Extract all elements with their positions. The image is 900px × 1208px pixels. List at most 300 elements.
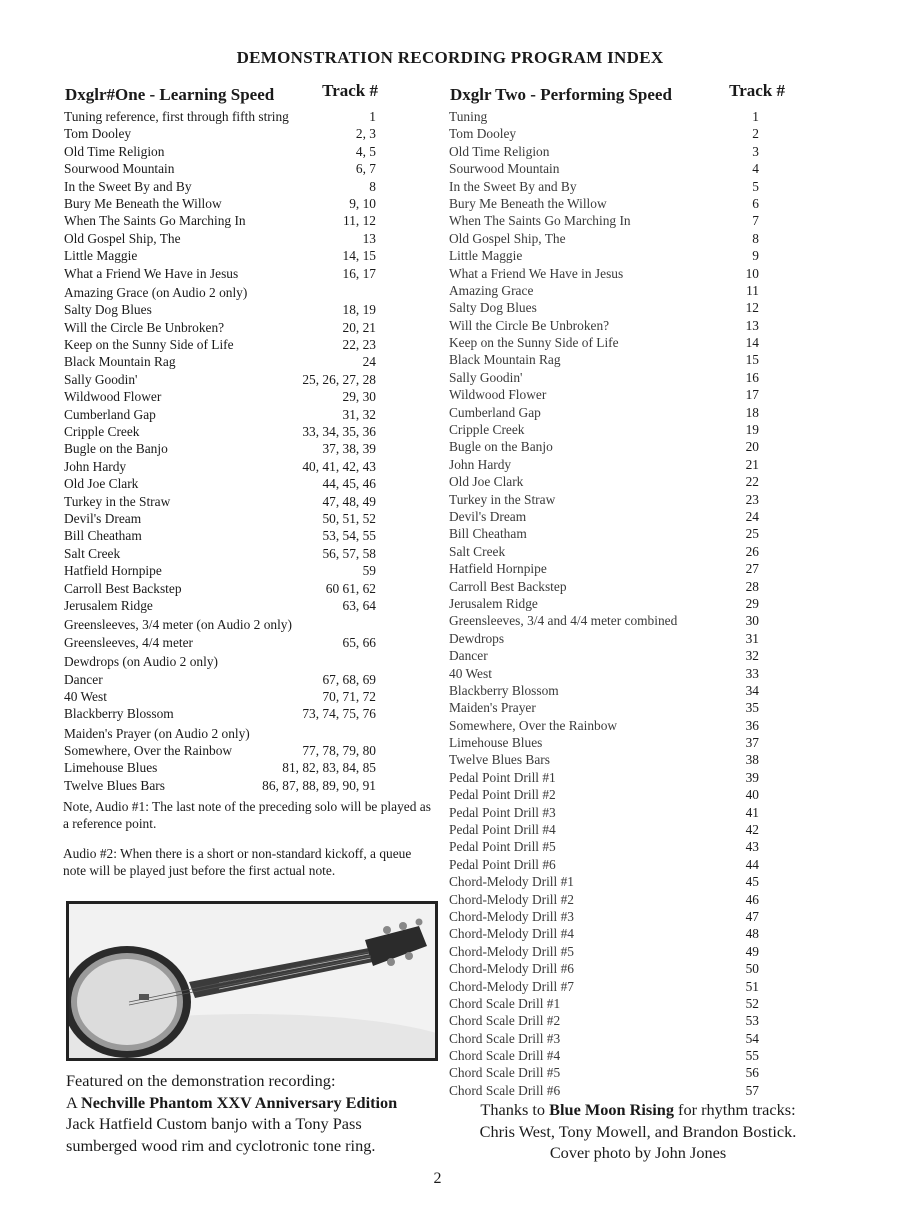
performing-track-row [447, 682, 769, 699]
performing-track-row [447, 630, 769, 647]
performing-track-title: Cumberland Gap [449, 404, 541, 420]
learning-track-numbers: 33, 34, 35, 36 [302, 424, 376, 440]
performing-track-row [447, 195, 769, 212]
learning-track-numbers: 44, 45, 46 [322, 476, 376, 492]
performing-track-title: Salt Creek [449, 543, 506, 559]
performing-track-row [447, 856, 769, 873]
performing-track-numbers: 57 [745, 1082, 759, 1098]
performing-track-heading: Track # [729, 81, 785, 100]
learning-track-title: Somewhere, Over the Rainbow [64, 743, 233, 759]
performing-track-numbers: 32 [745, 648, 759, 664]
performing-track-row [447, 317, 769, 334]
learning-track-numbers: 6, 7 [355, 161, 376, 177]
performing-track-numbers: 45 [745, 874, 759, 890]
performing-track-numbers: 43 [745, 839, 759, 855]
performing-track-row [447, 386, 769, 403]
performing-track-row [447, 665, 769, 682]
learning-track-title: Sally Goodin' [64, 371, 138, 387]
learning-speed-heading: Dxglr#One - Learning Speed [65, 85, 275, 104]
learning-track-numbers: 8 [369, 178, 376, 194]
performing-track-title: Hatfield Hornpipe [449, 561, 547, 577]
audio2-note: Audio #2: When there is a short or non-standard kickoff, a queue note will be played just before the first actual note. [63, 846, 412, 878]
performing-track-numbers: 33 [745, 665, 759, 681]
learning-track-numbers: 67, 68, 69 [322, 671, 376, 687]
learning-speed-header [62, 82, 380, 108]
performing-track-title: Pedal Point Drill #1 [449, 769, 556, 785]
caption-line-3: Jack Hatfield Custom banjo with a Tony Pass [66, 1114, 362, 1133]
learning-track-numbers: 77, 78, 79, 80 [302, 743, 376, 759]
learning-track-title: Wildwood Flower [64, 389, 162, 405]
learning-track-row [62, 265, 380, 282]
performing-track-title: Old Time Religion [449, 143, 550, 159]
performing-track-numbers: 40 [745, 787, 759, 803]
performing-track-row [447, 525, 769, 542]
banjo-illustration [69, 904, 435, 1058]
performing-track-list [447, 108, 769, 1099]
performing-track-row [447, 1012, 769, 1029]
learning-track-row [62, 212, 380, 229]
learning-track-row [62, 653, 380, 670]
learning-track-title: Old Gospel Ship, The [64, 230, 181, 246]
performing-track-numbers: 2 [752, 126, 759, 142]
performing-track-title: Will the Circle Be Unbroken? [449, 317, 610, 333]
learning-track-title: Limehouse Blues [64, 760, 158, 776]
performing-track-row [447, 960, 769, 977]
performing-track-numbers: 15 [745, 352, 759, 368]
performing-track-row [447, 230, 769, 247]
learning-track-row [62, 353, 380, 370]
learning-track-row [62, 562, 380, 579]
performing-track-row [447, 508, 769, 525]
performing-track-numbers: 37 [745, 735, 759, 751]
performing-track-row [447, 734, 769, 751]
performing-track-numbers: 11 [746, 282, 759, 298]
thanks-line-1 [448, 1099, 828, 1121]
learning-track-numbers: 14, 15 [342, 248, 376, 264]
performing-track-numbers: 42 [745, 822, 759, 838]
performing-track-title: Chord-Melody Drill #1 [449, 874, 574, 890]
learning-track-title: In the Sweet By and By [64, 178, 192, 194]
learning-track-list [62, 108, 380, 794]
performing-track-title: Devil's Dream [449, 508, 527, 524]
learning-track-row [62, 688, 380, 705]
performing-track-row [447, 438, 769, 455]
banjo-model-name: Nechville Phantom XXV Anniversary Edition [80, 1092, 398, 1112]
learning-track-title: Maiden's Prayer (on Audio 2 only) [64, 725, 250, 741]
performing-track-numbers: 51 [745, 978, 759, 994]
performing-track-title: Chord Scale Drill #3 [449, 1030, 561, 1046]
learning-track-title: Cumberland Gap [64, 406, 156, 422]
learning-track-row [62, 108, 380, 125]
learning-track-row [62, 634, 380, 651]
photo-caption [66, 1070, 446, 1156]
learning-track-numbers: 50, 51, 52 [322, 510, 376, 526]
performing-track-row [447, 908, 769, 925]
caption-line-4: sumberged wood rim and cyclotronic tone ring. [66, 1135, 376, 1155]
learning-track-row [62, 725, 380, 742]
learning-track-title: John Hardy [64, 458, 127, 474]
thanks-line-2: Chris West, Tony Mowell, and Brandon Bostick. [479, 1121, 797, 1141]
performing-track-numbers: 3 [752, 143, 759, 159]
learning-track-numbers: 16, 17 [342, 265, 376, 281]
performing-track-title: Old Gospel Ship, The [449, 230, 566, 246]
performing-track-numbers: 23 [745, 491, 759, 507]
learning-track-title: Old Joe Clark [64, 476, 139, 492]
caption-line-2 [66, 1092, 446, 1114]
learning-track-numbers: 9, 10 [349, 195, 376, 211]
performing-track-row [447, 178, 769, 195]
thanks-line-3: Cover photo by John Jones [549, 1143, 727, 1162]
performing-track-numbers: 52 [745, 995, 759, 1011]
performing-track-numbers: 4 [752, 161, 759, 177]
learning-track-title: Greensleeves, 3/4 meter (on Audio 2 only) [64, 617, 292, 633]
learning-track-row [62, 705, 380, 722]
performing-track-row [447, 595, 769, 612]
performing-track-row [447, 160, 769, 177]
performing-track-row [447, 873, 769, 890]
performing-track-row [447, 143, 769, 160]
performing-track-title: Pedal Point Drill #6 [449, 856, 556, 872]
performing-track-numbers: 18 [745, 404, 759, 420]
performing-track-row [447, 212, 769, 229]
performing-track-numbers: 47 [745, 908, 759, 924]
caption-line-2-prefix: A [66, 1092, 81, 1112]
performing-track-row [447, 282, 769, 299]
learning-track-row [62, 371, 380, 388]
performing-track-title: Chord-Melody Drill #2 [449, 891, 574, 907]
performing-track-title: Little Maggie [449, 248, 523, 264]
performing-track-numbers: 41 [745, 804, 759, 820]
performing-track-title: Black Mountain Rag [449, 352, 561, 368]
learning-track-numbers: 60 61, 62 [325, 580, 376, 596]
performing-speed-heading: Dxglr Two - Performing Speed [450, 85, 672, 104]
learning-track-row [62, 423, 380, 440]
performing-track-title: Greensleeves, 3/4 and 4/4 meter combined [449, 613, 678, 629]
performing-track-row [447, 473, 769, 490]
performing-track-row [447, 578, 769, 595]
performing-track-numbers: 28 [745, 578, 759, 594]
performing-track-title: Keep on the Sunny Side of Life [449, 335, 619, 351]
performing-track-title: Bugle on the Banjo [449, 439, 553, 455]
learning-track-row [62, 777, 380, 794]
performing-track-row [447, 1030, 769, 1047]
performing-track-row [447, 1064, 769, 1081]
learning-track-title: Little Maggie [64, 248, 138, 264]
performing-track-title: Sourwood Mountain [449, 161, 560, 177]
performing-track-title: Chord-Melody Drill #3 [449, 908, 574, 924]
performing-track-numbers: 35 [745, 700, 759, 716]
performing-track-title: Pedal Point Drill #4 [449, 822, 556, 838]
performing-track-title: Dancer [449, 648, 488, 664]
page-number: 2 [433, 1170, 442, 1187]
learning-track-row [62, 301, 380, 318]
performing-track-numbers: 14 [745, 335, 759, 351]
performing-track-row [447, 560, 769, 577]
learning-track-title: Cripple Creek [64, 424, 140, 440]
learning-track-title: Keep on the Sunny Side of Life [64, 337, 234, 353]
performing-track-row [447, 1082, 769, 1099]
thanks-credits [448, 1099, 828, 1164]
performing-track-row [447, 943, 769, 960]
performing-track-row [447, 351, 769, 368]
performing-track-numbers: 50 [745, 961, 759, 977]
learning-track-row [62, 671, 380, 688]
learning-track-row [62, 616, 380, 633]
learning-track-numbers: 29, 30 [342, 389, 376, 405]
learning-track-numbers: 1 [369, 109, 376, 124]
learning-track-row [62, 458, 380, 475]
performing-track-title: Maiden's Prayer [449, 700, 536, 716]
performing-track-title: Tuning [449, 109, 488, 124]
learning-track-row [62, 178, 380, 195]
performing-track-numbers: 17 [745, 387, 759, 403]
learning-track-row [62, 247, 380, 264]
learning-track-numbers: 20, 21 [342, 319, 376, 335]
learning-track-row [62, 388, 380, 405]
performing-track-numbers: 12 [745, 300, 759, 316]
learning-track-title: Salt Creek [64, 545, 121, 561]
learning-track-title: Tuning reference, first through fifth string [64, 109, 289, 124]
performing-track-title: Carroll Best Backstep [449, 578, 567, 594]
learning-track-row [62, 125, 380, 142]
learning-track-numbers: 53, 54, 55 [322, 528, 376, 544]
performing-track-title: Pedal Point Drill #3 [449, 804, 556, 820]
performing-track-numbers: 24 [745, 508, 759, 524]
performing-track-numbers: 1 [752, 109, 759, 124]
performing-track-row [447, 369, 769, 386]
learning-track-title: Bury Me Beneath the Willow [64, 195, 222, 211]
performing-track-title: In the Sweet By and By [449, 178, 577, 194]
performing-track-title: 40 West [449, 665, 492, 681]
performing-track-numbers: 48 [745, 926, 759, 942]
performing-track-row [447, 786, 769, 803]
learning-track-title: Black Mountain Rag [64, 354, 176, 370]
performing-track-title: Chord Scale Drill #1 [449, 995, 561, 1011]
performing-speed-header [447, 81, 785, 108]
learning-track-title: Twelve Blues Bars [64, 777, 165, 793]
learning-track-title: When The Saints Go Marching In [64, 213, 246, 229]
performing-track-title: Chord Scale Drill #2 [449, 1013, 561, 1029]
performing-track-title: Chord-Melody Drill #7 [449, 978, 574, 994]
performing-track-row [447, 978, 769, 995]
learning-track-row [62, 597, 380, 614]
performing-track-row [447, 699, 769, 716]
learning-track-title: Jerusalem Ridge [64, 597, 153, 613]
performing-track-title: Chord Scale Drill #6 [449, 1082, 561, 1098]
learning-track-row [62, 475, 380, 492]
performing-track-numbers: 7 [752, 213, 759, 229]
performing-track-numbers: 34 [745, 682, 759, 698]
performing-track-title: Bill Cheatham [449, 526, 527, 542]
learning-track-title: Tom Dooley [64, 126, 132, 142]
performing-track-title: Tom Dooley [449, 126, 517, 142]
performing-track-title: Chord-Melody Drill #5 [449, 943, 574, 959]
performing-track-title: Blackberry Blossom [449, 682, 559, 698]
learning-track-title: Bugle on the Banjo [64, 441, 168, 457]
learning-track-numbers: 2, 3 [355, 126, 376, 142]
learning-track-title: What a Friend We Have in Jesus [64, 265, 239, 281]
performing-track-row [447, 612, 769, 629]
learning-track-numbers: 73, 74, 75, 76 [302, 706, 376, 722]
performing-track-numbers: 53 [745, 1013, 759, 1029]
performing-track-numbers: 10 [745, 265, 759, 281]
learning-track-row [62, 143, 380, 160]
audio1-note: Note, Audio #1: The last note of the preceding solo will be played as a reference point. [63, 799, 431, 831]
performing-track-row [447, 125, 769, 142]
learning-track-title: Dancer [64, 671, 103, 687]
learning-track-title: Turkey in the Straw [64, 493, 171, 509]
performing-track-row [447, 456, 769, 473]
performing-track-numbers: 49 [745, 943, 759, 959]
learning-track-title: Blackberry Blossom [64, 706, 174, 722]
performing-track-numbers: 30 [745, 613, 759, 629]
performing-track-numbers: 31 [745, 630, 759, 646]
learning-track-row [62, 336, 380, 353]
performing-track-numbers: 13 [745, 317, 759, 333]
band-name: Blue Moon Rising [549, 1100, 674, 1119]
performing-track-numbers: 29 [745, 595, 759, 611]
learning-track-row [62, 440, 380, 457]
learning-track-title: Devil's Dream [64, 510, 142, 526]
learning-track-numbers: 22, 23 [342, 337, 376, 353]
learning-track-numbers: 59 [362, 563, 376, 579]
performing-track-numbers: 46 [745, 891, 759, 907]
performing-track-title: Bury Me Beneath the Willow [449, 195, 607, 211]
learning-track-row [62, 160, 380, 177]
learning-track-title: Hatfield Hornpipe [64, 563, 162, 579]
learning-track-row [62, 527, 380, 544]
learning-track-numbers: 63, 64 [342, 597, 376, 613]
page-title: DEMONSTRATION RECORDING PROGRAM INDEX [236, 48, 664, 67]
performing-track-numbers: 21 [745, 456, 759, 472]
learning-track-numbers: 11, 12 [343, 213, 376, 229]
performing-track-row [447, 995, 769, 1012]
learning-track-numbers: 47, 48, 49 [322, 493, 376, 509]
learning-track-numbers: 56, 57, 58 [322, 545, 376, 561]
learning-track-row [62, 759, 380, 776]
performing-track-title: Chord Scale Drill #4 [449, 1048, 561, 1064]
performing-track-numbers: 9 [752, 248, 759, 264]
performing-track-numbers: 55 [745, 1048, 759, 1064]
performing-track-row [447, 108, 769, 125]
learning-track-title: Carroll Best Backstep [64, 580, 182, 596]
performing-track-title: Cripple Creek [449, 422, 525, 438]
performing-track-title: Salty Dog Blues [449, 300, 537, 316]
learning-track-numbers: 40, 41, 42, 43 [302, 458, 376, 474]
performing-track-numbers: 5 [752, 178, 759, 194]
performing-track-title: When The Saints Go Marching In [449, 213, 631, 229]
thanks-prefix: Thanks to [480, 1100, 550, 1119]
performing-track-row [447, 247, 769, 264]
learning-track-numbers: 70, 71, 72 [322, 688, 376, 704]
learning-track-numbers: 25, 26, 27, 28 [302, 371, 376, 387]
performing-track-row [447, 717, 769, 734]
learning-track-row [62, 319, 380, 336]
learning-track-row [62, 580, 380, 597]
performing-track-title: Old Joe Clark [449, 474, 524, 490]
learning-track-title: Salty Dog Blues [64, 302, 152, 318]
performing-track-numbers: 27 [745, 561, 759, 577]
performing-track-numbers: 36 [745, 717, 759, 733]
performing-track-row [447, 1047, 769, 1064]
learning-track-numbers: 65, 66 [342, 634, 376, 650]
learning-track-title: Amazing Grace (on Audio 2 only) [64, 284, 248, 300]
performing-track-title: John Hardy [449, 456, 512, 472]
performing-track-title: Chord Scale Drill #5 [449, 1065, 561, 1081]
performing-track-title: Twelve Blues Bars [449, 752, 550, 768]
performing-track-title: Limehouse Blues [449, 735, 543, 751]
performing-track-numbers: 38 [745, 752, 759, 768]
learning-track-row [62, 510, 380, 527]
performing-track-row [447, 334, 769, 351]
learning-track-numbers: 18, 19 [342, 302, 376, 318]
performing-track-title: Pedal Point Drill #2 [449, 787, 556, 803]
performing-track-row [447, 821, 769, 838]
learning-track-numbers: 37, 38, 39 [322, 441, 376, 457]
performing-track-title: Pedal Point Drill #5 [449, 839, 556, 855]
performing-track-title: Chord-Melody Drill #4 [449, 926, 574, 942]
performing-track-row [447, 647, 769, 664]
learning-track-numbers: 13 [362, 230, 376, 246]
thanks-suffix: for rhythm tracks: [673, 1100, 796, 1119]
performing-track-row [447, 404, 769, 421]
learning-track-row [62, 545, 380, 562]
performing-track-numbers: 56 [745, 1065, 759, 1081]
learning-track-row [62, 493, 380, 510]
performing-track-row [447, 925, 769, 942]
learning-speed-column [62, 82, 380, 794]
learning-track-row [62, 406, 380, 423]
performing-track-title: Dewdrops [449, 630, 505, 646]
learning-track-numbers: 4, 5 [355, 143, 376, 159]
performing-track-row [447, 421, 769, 438]
performing-track-numbers: 6 [752, 195, 759, 211]
learning-track-row [62, 195, 380, 212]
learning-track-title: Greensleeves, 4/4 meter [64, 634, 194, 650]
performing-track-numbers: 25 [745, 526, 759, 542]
performing-track-title: Wildwood Flower [449, 387, 547, 403]
learning-track-row [62, 284, 380, 301]
learning-track-numbers: 81, 82, 83, 84, 85 [282, 760, 376, 776]
performing-track-row [447, 265, 769, 282]
learning-track-title: Will the Circle Be Unbroken? [64, 319, 225, 335]
performing-track-numbers: 39 [745, 769, 759, 785]
performing-track-numbers: 19 [745, 422, 759, 438]
performing-track-title: Somewhere, Over the Rainbow [449, 717, 618, 733]
learning-track-title: Sourwood Mountain [64, 161, 175, 177]
performing-track-title: Sally Goodin' [449, 369, 523, 385]
learning-track-row [62, 742, 380, 759]
performing-track-numbers: 26 [745, 543, 759, 559]
learning-track-numbers: 31, 32 [342, 406, 376, 422]
learning-track-numbers: 86, 87, 88, 89, 90, 91 [262, 777, 376, 793]
performing-track-title: Amazing Grace [449, 282, 534, 298]
performing-track-numbers: 8 [752, 230, 759, 246]
learning-track-numbers: 24 [362, 354, 376, 370]
learning-track-title: 40 West [64, 688, 107, 704]
performing-track-row [447, 751, 769, 768]
performing-track-numbers: 20 [745, 439, 759, 455]
performing-track-numbers: 54 [745, 1030, 759, 1046]
performing-track-title: Jerusalem Ridge [449, 595, 538, 611]
performing-track-row [447, 491, 769, 508]
performing-track-numbers: 22 [745, 474, 759, 490]
performing-track-row [447, 299, 769, 316]
caption-line-1: Featured on the demonstration recording: [66, 1071, 336, 1090]
performing-track-title: Chord-Melody Drill #6 [449, 961, 574, 977]
learning-track-title: Bill Cheatham [64, 528, 142, 544]
performing-track-title: Turkey in the Straw [449, 491, 556, 507]
